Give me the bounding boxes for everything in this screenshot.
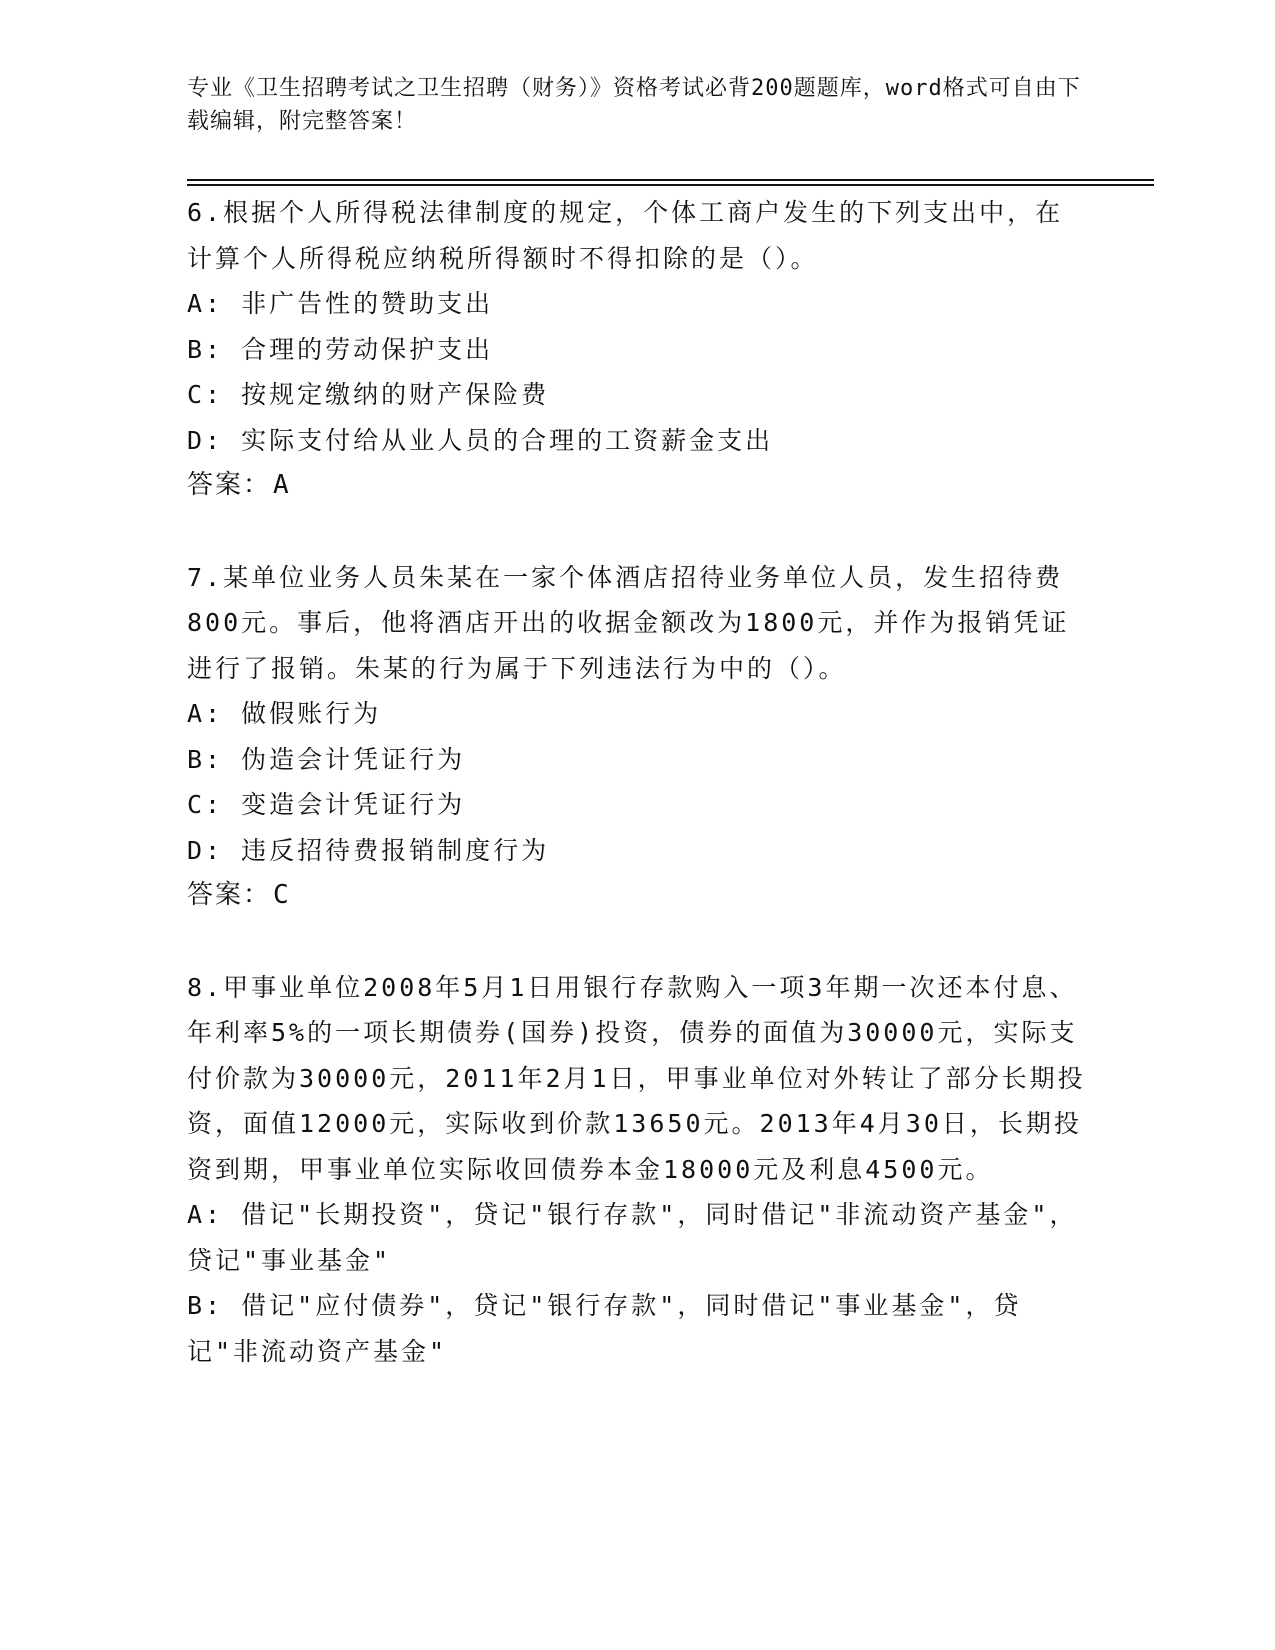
option-b: B: 合理的劳动保护支出 bbox=[187, 334, 494, 364]
header-divider-top bbox=[187, 179, 1154, 181]
question-7 bbox=[187, 555, 1087, 919]
answer-label: 答案： bbox=[187, 880, 272, 910]
question-8 bbox=[187, 965, 1087, 1375]
question-stem: 7.某单位业务人员朱某在一家个体酒店招待业务单位人员，发生招待费800元。事后，他将酒店开出的收据金额改为1800元，并作为报销凭证进行了报销。朱某的行为属于下列违法行为中的（）。 bbox=[187, 562, 1070, 683]
answer-value: A bbox=[273, 470, 291, 500]
option-c: C: 变造会计凭证行为 bbox=[187, 790, 466, 819]
answer bbox=[187, 873, 1087, 919]
question-stem: 8.甲事业单位2008年5月1日用银行存款购入一项3年期一次还本付息、年利率5%的一项长期债券(国券)投资，债券的面值为30000元，实际支付价款为30000元，2011年2月1日，甲事业单位对外转让了部分长期投资，面值12000元，实际收到价款13650元。2013年4月30日，长期投资到期，甲事业单位实际收回债券本金18000元及利息4500元。 bbox=[187, 972, 1086, 1184]
answer-value: C bbox=[273, 880, 291, 910]
option-c: C: 按规定缴纳的财产保险费 bbox=[187, 380, 550, 409]
question-stem: 6.根据个人所得税法律制度的规定，个体工商户发生的下列支出中，在计算个人所得税应纳税所得额时不得扣除的是（）。 bbox=[187, 198, 1064, 273]
header-divider-bottom bbox=[187, 184, 1154, 186]
option-a: A: 做假账行为 bbox=[187, 699, 382, 728]
answer-label: 答案： bbox=[187, 470, 272, 500]
answer bbox=[187, 463, 1087, 509]
option-a: A: 非广告性的赞助支出 bbox=[187, 289, 494, 318]
question-6 bbox=[187, 190, 1087, 509]
option-b: B: 借记"应付债券"，贷记"银行存款"，同时借记"事业基金"，贷记"非流动资产基金" bbox=[187, 1291, 1022, 1366]
option-b: B: 伪造会计凭证行为 bbox=[187, 744, 466, 774]
document-header: 专业《卫生招聘考试之卫生招聘（财务）》资格考试必背200题题库，word格式可自由下载编辑，附完整答案！ bbox=[187, 76, 1081, 134]
option-d: D: 实际支付给从业人员的合理的工资薪金支出 bbox=[187, 425, 774, 455]
question-list bbox=[187, 190, 1087, 1420]
option-a: A: 借记"长期投资"，贷记"银行存款"，同时借记"非流动资产基金"，贷记"事业基金" bbox=[187, 1200, 1078, 1275]
option-d: D: 违反招待费报销制度行为 bbox=[187, 835, 550, 865]
